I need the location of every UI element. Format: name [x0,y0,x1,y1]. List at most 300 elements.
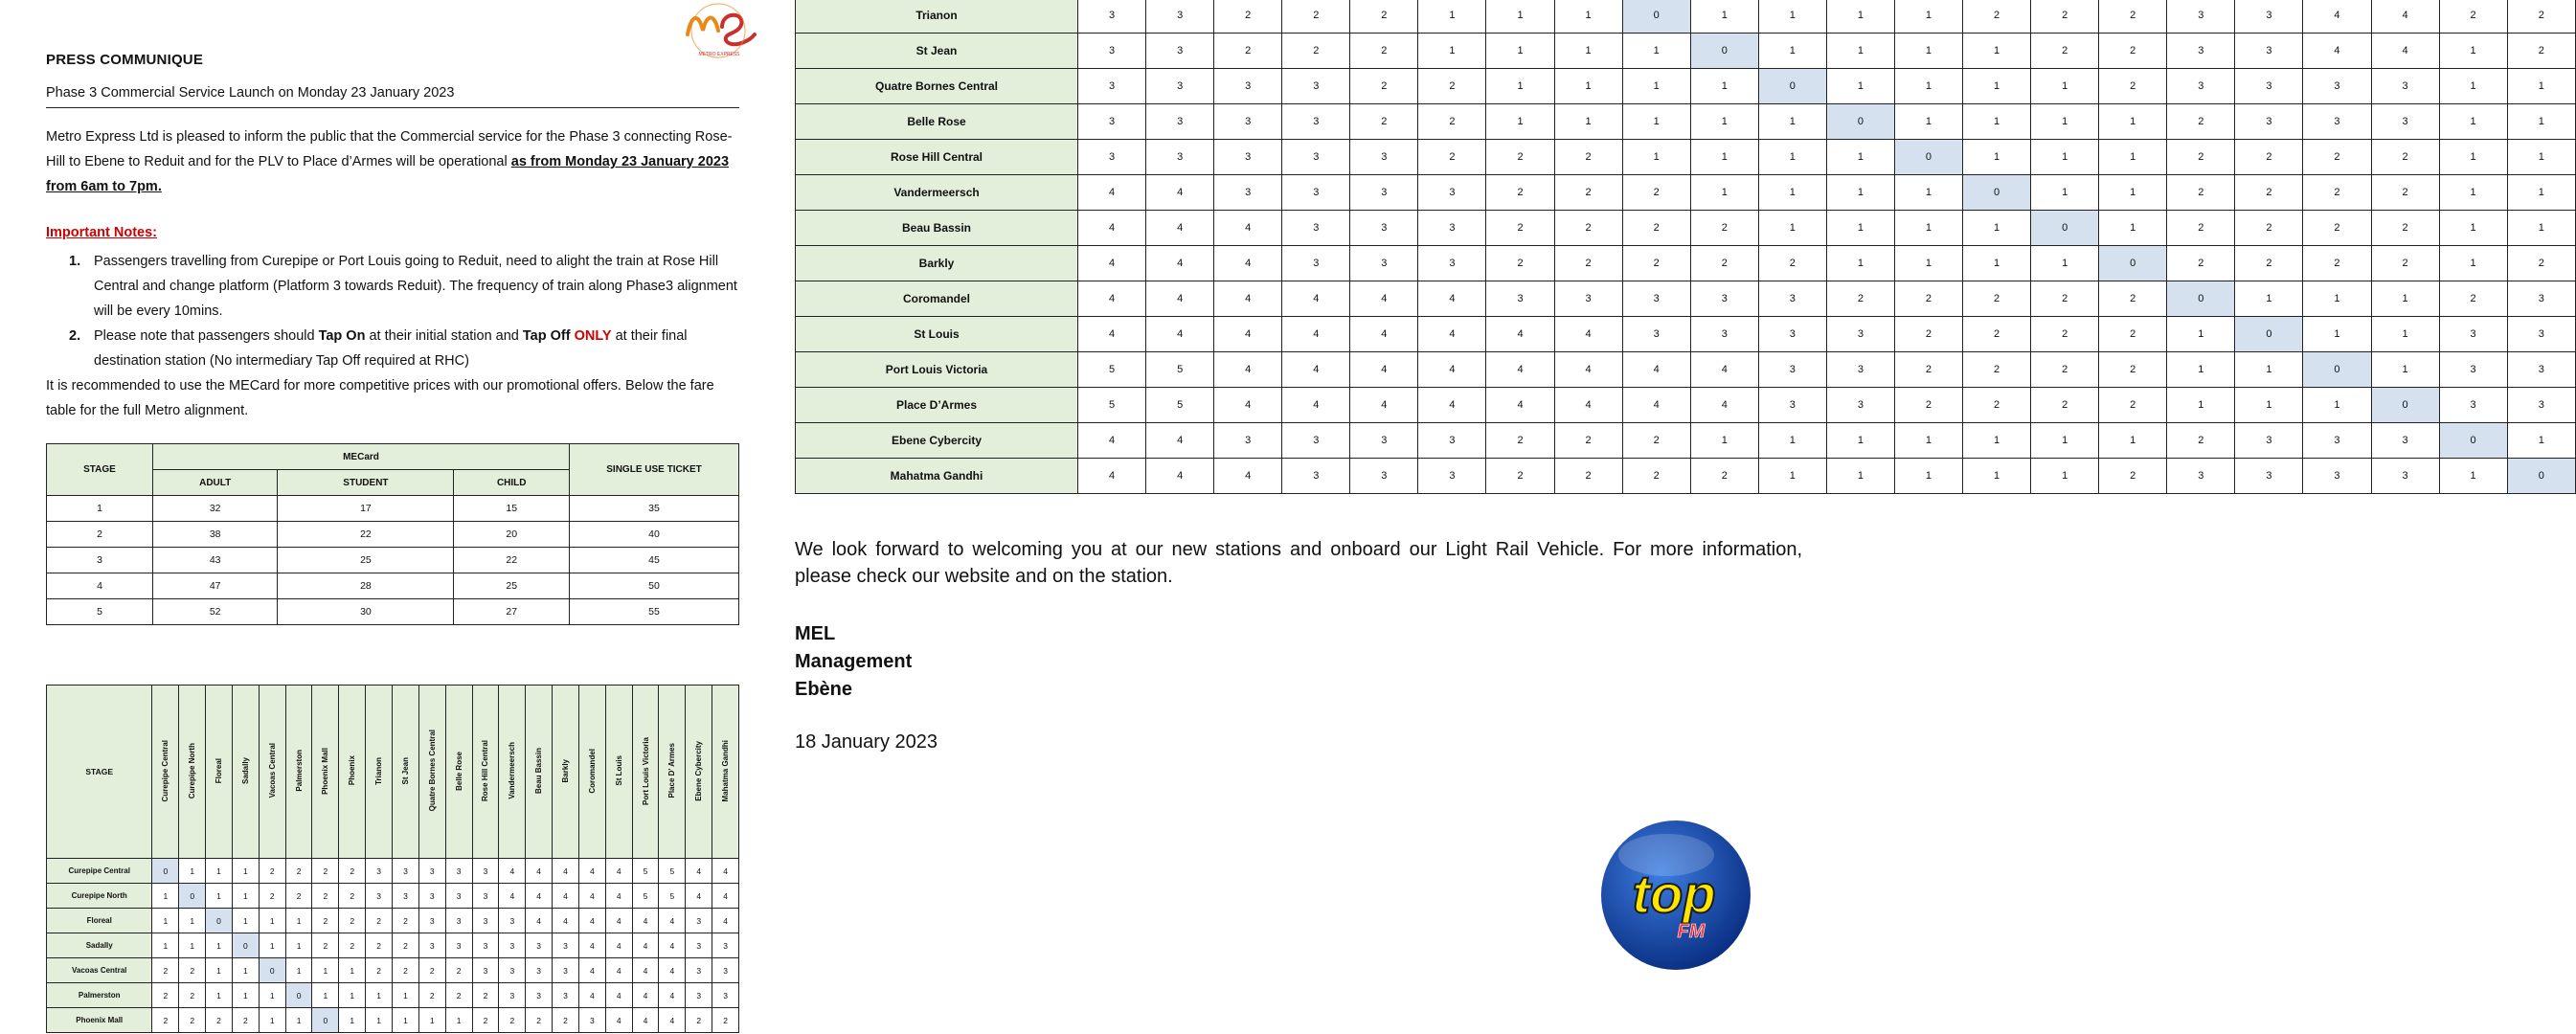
stage-cell: 3 [445,884,472,909]
stage-cell: 2 [1758,246,1826,281]
station-row-label: Rose Hill Central [796,140,1078,175]
stage-cell: 4 [712,884,739,909]
stage-cell: 4 [1146,317,1214,352]
stage-cell: 1 [232,958,259,983]
station-row-label: Place D’Armes [796,388,1078,423]
stage-cell: 3 [2303,69,2371,104]
station-column-header [526,686,553,859]
notes-list [46,249,745,373]
stage-cell: 0 [1826,104,1894,140]
stage-cell: 3 [712,983,739,1008]
stage-cell: 2 [259,884,285,909]
station-name: Curepipe North [188,742,197,799]
stage-cell: 1 [366,1008,393,1033]
stage-cell: 1 [2031,175,2099,211]
stage-cell: 1 [2507,104,2575,140]
stage-cell: 2 [232,1008,259,1033]
stage-cell: 1 [1963,246,2031,281]
fare-cell: 25 [454,573,570,599]
stage-cell: 3 [1350,423,1418,459]
stage-cell: 4 [499,884,526,909]
top-fm-logo [1599,819,1752,972]
stage-cell: 3 [1282,175,1350,211]
station-row-label: Floreal [47,909,152,933]
stage-cell: 1 [1622,69,1690,104]
stage-cell: 4 [1214,388,1282,423]
stage-cell: 4 [1078,175,1146,211]
stage-cell: 3 [2303,104,2371,140]
stage-cell: 1 [285,909,312,933]
adult-header: ADULT [153,470,278,496]
stage-cell: 0 [2167,281,2235,317]
stage-row [47,1008,739,1033]
station-row-label: Quatre Bornes Central [796,69,1078,104]
stage-cell: 1 [2303,281,2371,317]
stage-cell: 4 [526,884,553,909]
stage-row [796,459,2576,494]
stage-cell: 2 [1690,211,1758,246]
fare-row [47,548,739,573]
stage-cell: 3 [418,884,445,909]
stage-cell: 0 [2031,211,2099,246]
stage-cell: 0 [179,884,206,909]
stage-cell: 3 [578,1008,605,1033]
signature-org: MEL [795,623,836,644]
logo-text: METRO EXPRESS [698,52,740,57]
stage-cell: 3 [472,958,499,983]
stage-cell: 3 [1758,317,1826,352]
stage-cell: 1 [1894,34,1962,69]
stage-cell: 1 [366,983,393,1008]
stage-cell: 1 [1963,69,2031,104]
fare-cell: 17 [278,496,454,522]
fare-cell: 32 [153,496,278,522]
stage-cell: 1 [232,909,259,933]
stage-cell: 0 [1622,0,1690,34]
stage-cell: 4 [1146,281,1214,317]
stage-cell: 1 [2031,423,2099,459]
stage-table [46,685,739,1033]
station-name: Phoenix Mall [321,747,330,795]
stage-cell: 4 [1078,211,1146,246]
stage-cell: 4 [1078,423,1146,459]
stage-cell: 1 [1758,140,1826,175]
station-name: Phoenix [348,755,357,786]
stage-cell: 3 [2235,423,2303,459]
stage-cell: 1 [2099,140,2167,175]
stage-cell: 2 [1963,388,2031,423]
stage-cell: 4 [1418,352,1486,388]
stage-cell: 2 [1963,352,2031,388]
signature-dept: Management [795,651,913,672]
stage-cell: 3 [2507,388,2575,423]
stage-cell: 4 [1214,459,1282,494]
stage-cell: 1 [2507,211,2575,246]
stage-cell: 3 [366,884,393,909]
stage-cell: 2 [1486,140,1554,175]
station-name: Curepipe Central [161,739,170,802]
stage-cell: 5 [659,884,686,909]
stage-cell: 0 [206,909,233,933]
station-row-label: Curepipe North [47,884,152,909]
stage-cell: 2 [712,1008,739,1033]
fare-cell: 38 [153,522,278,548]
stage-cell: 4 [1486,388,1554,423]
stage-cell: 3 [2507,281,2575,317]
station-column-header [578,686,605,859]
stage-row [796,211,2576,246]
stage-cell: 4 [2303,34,2371,69]
station-column-header [418,686,445,859]
stage-cell: 1 [1690,69,1758,104]
stage-cell: 3 [2167,69,2235,104]
stage-cell: 3 [1418,211,1486,246]
stage-cell: 2 [2303,140,2371,175]
stage-row [796,0,2576,34]
stage-cell: 4 [1350,388,1418,423]
stage-cell: 3 [2371,423,2439,459]
stage-cell: 4 [1350,281,1418,317]
note-item [46,249,745,324]
stage-header-row [47,686,739,859]
stage-cell: 1 [1486,69,1554,104]
top-fm-sub-text: FM [1677,921,1706,942]
stage-cell: 4 [605,909,632,933]
stage-cell: 1 [232,983,259,1008]
note-number: 2. [69,328,81,344]
stage-cell: 3 [2439,317,2507,352]
stage-cell: 3 [553,958,579,983]
stage-cell: 1 [1758,423,1826,459]
stage-cell: 4 [1622,352,1690,388]
station-name: Beau Bassin [534,747,544,795]
stage-cell: 4 [578,884,605,909]
stage-cell: 4 [632,933,659,958]
page-title: PRESS COMMUNIQUE [46,52,204,68]
stage-cell: 2 [393,933,419,958]
stage-cell: 2 [285,884,312,909]
stage-cell: 3 [418,859,445,884]
stage-cell: 4 [1418,388,1486,423]
stage-cell: 2 [2507,34,2575,69]
stage-row [796,104,2576,140]
stage-row [47,859,739,884]
stage-cell: 2 [1622,246,1690,281]
fare-cell: 30 [278,599,454,625]
stage-cell: 4 [632,1008,659,1033]
stage-cell: 2 [2099,317,2167,352]
stage-cell: 3 [2439,388,2507,423]
stage-cell: 2 [2439,281,2507,317]
stage-cell: 3 [686,933,712,958]
stage-cell: 3 [1078,140,1146,175]
stage-cell: 1 [2439,459,2507,494]
station-column-header [339,686,366,859]
stage-cell: 4 [605,983,632,1008]
station-column-header [259,686,285,859]
stage-cell: 2 [1214,34,1282,69]
stage-row [796,175,2576,211]
stage-row [796,140,2576,175]
stage-cell: 2 [152,1008,179,1033]
fare-cell: 2 [47,522,153,548]
stage-cell: 2 [312,859,339,884]
stage-cell: 4 [578,909,605,933]
station-row-label: Barkly [796,246,1078,281]
stage-cell: 1 [2099,423,2167,459]
stage-cell: 5 [1078,388,1146,423]
stage-cell: 1 [1758,0,1826,34]
stage-cell: 1 [2099,211,2167,246]
stage-cell: 1 [2371,352,2439,388]
stage-cell: 3 [1418,459,1486,494]
stage-cell: 4 [659,1008,686,1033]
stage-cell: 2 [418,958,445,983]
stage-row [796,423,2576,459]
fare-table-body [47,496,739,625]
stage-cell: 2 [312,884,339,909]
station-name: Port Louis Victoria [641,736,650,805]
stage-cell: 3 [1622,317,1690,352]
stage-cell: 4 [1282,388,1350,423]
stage-cell: 2 [1486,423,1554,459]
stage-cell: 1 [1486,34,1554,69]
fare-cell: 43 [153,548,278,573]
stage-cell: 0 [2303,352,2371,388]
stage-cell: 2 [393,958,419,983]
stage-cell: 2 [2371,175,2439,211]
stage-cell: 2 [1214,0,1282,34]
stage-cell: 1 [445,1008,472,1033]
stage-cell: 1 [2235,388,2303,423]
stage-cell: 3 [526,958,553,983]
stage-cell: 0 [312,1008,339,1033]
stage-cell: 2 [1554,423,1622,459]
stage-cell: 2 [2303,211,2371,246]
stage-cell: 3 [472,859,499,884]
stage-cell: 0 [232,933,259,958]
fare-cell: 35 [570,496,739,522]
stage-row [47,884,739,909]
stage-row [47,958,739,983]
stage-cell: 4 [659,958,686,983]
stage-cell: 3 [1078,34,1146,69]
station-name: Trianon [374,756,384,785]
stage-cell: 2 [1418,104,1486,140]
stage-cell: 4 [578,859,605,884]
stage-cell: 1 [1554,0,1622,34]
stage-cell: 1 [1622,104,1690,140]
fare-cell: 15 [454,496,570,522]
stage-cell: 1 [2303,388,2371,423]
stage-cell: 4 [1418,281,1486,317]
stage-cell: 1 [1418,0,1486,34]
fare-cell: 45 [570,548,739,573]
stage-cell: 2 [2031,352,2099,388]
stage-cell: 2 [1622,459,1690,494]
stage-cell: 3 [1282,140,1350,175]
station-column-header [366,686,393,859]
stage-cell: 2 [2371,246,2439,281]
stage-cell: 1 [1758,459,1826,494]
station-row-label: Coromandel [796,281,1078,317]
stage-cell: 4 [605,933,632,958]
stage-cell: 2 [1554,175,1622,211]
stage-cell: 4 [1282,352,1350,388]
stage-cell: 1 [259,909,285,933]
stage-cell: 3 [2507,352,2575,388]
stage-cell: 4 [578,983,605,1008]
stage-cell: 1 [2031,140,2099,175]
stage-cell: 4 [1078,459,1146,494]
fare-cell: 47 [153,573,278,599]
stage-cell: 3 [1486,281,1554,317]
stage-cell: 2 [1894,352,1962,388]
only-text: ONLY [574,328,612,344]
fare-cell: 27 [454,599,570,625]
stage-cell: 4 [659,933,686,958]
stage-cell: 2 [2031,34,2099,69]
stage-cell: 1 [312,983,339,1008]
stage-cell: 3 [686,958,712,983]
stage-cell: 1 [259,1008,285,1033]
stage-cell: 1 [1894,69,1962,104]
stage-cell: 4 [712,859,739,884]
stage-cell: 1 [1554,69,1622,104]
stage-table-continued-body [796,0,2576,494]
fare-cell: 4 [47,573,153,599]
stage-cell: 1 [418,1008,445,1033]
stage-cell: 0 [152,859,179,884]
fare-cell: 22 [454,548,570,573]
stage-cell: 3 [418,933,445,958]
stage-cell: 3 [1146,34,1214,69]
fare-cell: 3 [47,548,153,573]
stage-cell: 1 [1826,175,1894,211]
stage-cell: 3 [472,909,499,933]
stage-cell: 1 [2031,459,2099,494]
stage-cell: 3 [712,958,739,983]
stage-cell: 2 [179,983,206,1008]
station-column-header [659,686,686,859]
stage-cell: 2 [339,859,366,884]
fare-row [47,573,739,599]
station-column-header [472,686,499,859]
stage-cell: 3 [1214,175,1282,211]
stage-cell: 3 [2371,459,2439,494]
station-row-label: Sadally [47,933,152,958]
stage-cell: 2 [2031,317,2099,352]
stage-cell: 3 [2167,34,2235,69]
stage-cell: 3 [499,958,526,983]
stage-cell: 4 [659,983,686,1008]
station-column-header [206,686,233,859]
note-text: at their initial station and [365,328,523,344]
stage-cell: 3 [2235,34,2303,69]
stage-cell: 2 [1690,246,1758,281]
stage-cell: 1 [206,884,233,909]
stage-cell: 1 [2507,140,2575,175]
intro-emphasis: as from Monday 23 January 2023 from 6am to 7pm. [46,154,730,194]
stage-cell: 3 [1282,459,1350,494]
stage-cell: 3 [1146,104,1214,140]
stage-cell: 2 [366,933,393,958]
stage-cell: 0 [1758,69,1826,104]
stage-cell: 2 [2167,175,2235,211]
stage-cell: 2 [526,1008,553,1033]
stage-cell: 1 [1690,0,1758,34]
station-name: St Louis [614,755,623,786]
stage-cell: 4 [1214,246,1282,281]
stage-cell: 1 [1758,104,1826,140]
stage-cell: 4 [2371,34,2439,69]
stage-cell: 3 [526,933,553,958]
stage-cell: 3 [499,983,526,1008]
stage-cell: 3 [499,933,526,958]
closing-paragraph: We look forward to welcoming you at our new stations and onboard our Light Rail Vehicle. For more information, please check our website and on the station. [795,539,1802,587]
stage-cell: 1 [1826,0,1894,34]
stage-cell: 3 [472,884,499,909]
stage-cell: 4 [1146,459,1214,494]
stage-cell: 1 [2167,317,2235,352]
stage-cell: 3 [418,909,445,933]
intro-text: Metro Express Ltd is pleased to inform the public that the Commercial service for the Phase 3 connecting Rose-Hill to Ebene to Reduit and for the PLV to Place d’Armes will be operational [46,129,733,169]
note-text: Passengers travelling from Curepipe or Port Louis going to Reduit, need to alight the train at Rose Hill Central and change platform (Platform 3 towards Reduit). The frequency of train along Phase3 alignment will be every 10mins. [94,254,737,319]
stage-cell: 2 [1963,281,2031,317]
stage-cell: 1 [2507,175,2575,211]
stage-cell: 3 [1554,281,1622,317]
stage-cell: 1 [2439,34,2507,69]
stage-cell: 3 [2439,352,2507,388]
stage-cell: 0 [2507,459,2575,494]
fare-stage-header: STAGE [47,444,153,496]
stage-cell: 3 [1418,175,1486,211]
stage-cell: 1 [206,933,233,958]
divider [46,107,739,108]
stage-cell: 2 [1350,0,1418,34]
metro-express-logo [678,2,760,63]
fare-cell: 1 [47,496,153,522]
stage-cell: 2 [686,1008,712,1033]
stage-cell: 2 [1963,317,2031,352]
stage-cell: 4 [605,958,632,983]
communique-date: 18 January 2023 [795,731,938,753]
stage-row [796,69,2576,104]
stage-cell: 3 [1826,388,1894,423]
stage-cell: 1 [2303,317,2371,352]
stage-cell: 3 [445,859,472,884]
stage-cell: 5 [659,859,686,884]
stage-cell: 1 [152,933,179,958]
stage-cell: 1 [2439,211,2507,246]
stage-cell: 5 [632,884,659,909]
note-text: Please note that passengers should [94,328,319,344]
stage-cell: 4 [553,909,579,933]
top-fm-main-text: top [1632,864,1716,924]
stage-cell: 1 [2167,388,2235,423]
stage-cell: 3 [1146,0,1214,34]
station-row-label: Curepipe Central [47,859,152,884]
student-header: STUDENT [278,470,454,496]
station-name: Sadally [240,756,250,784]
stage-cell: 2 [2235,246,2303,281]
stage-cell: 2 [1486,246,1554,281]
stage-cell: 4 [1690,388,1758,423]
station-row-label: St Jean [796,34,1078,69]
fare-cell: 52 [153,599,278,625]
stage-cell: 3 [1758,281,1826,317]
stage-cell: 2 [1350,104,1418,140]
